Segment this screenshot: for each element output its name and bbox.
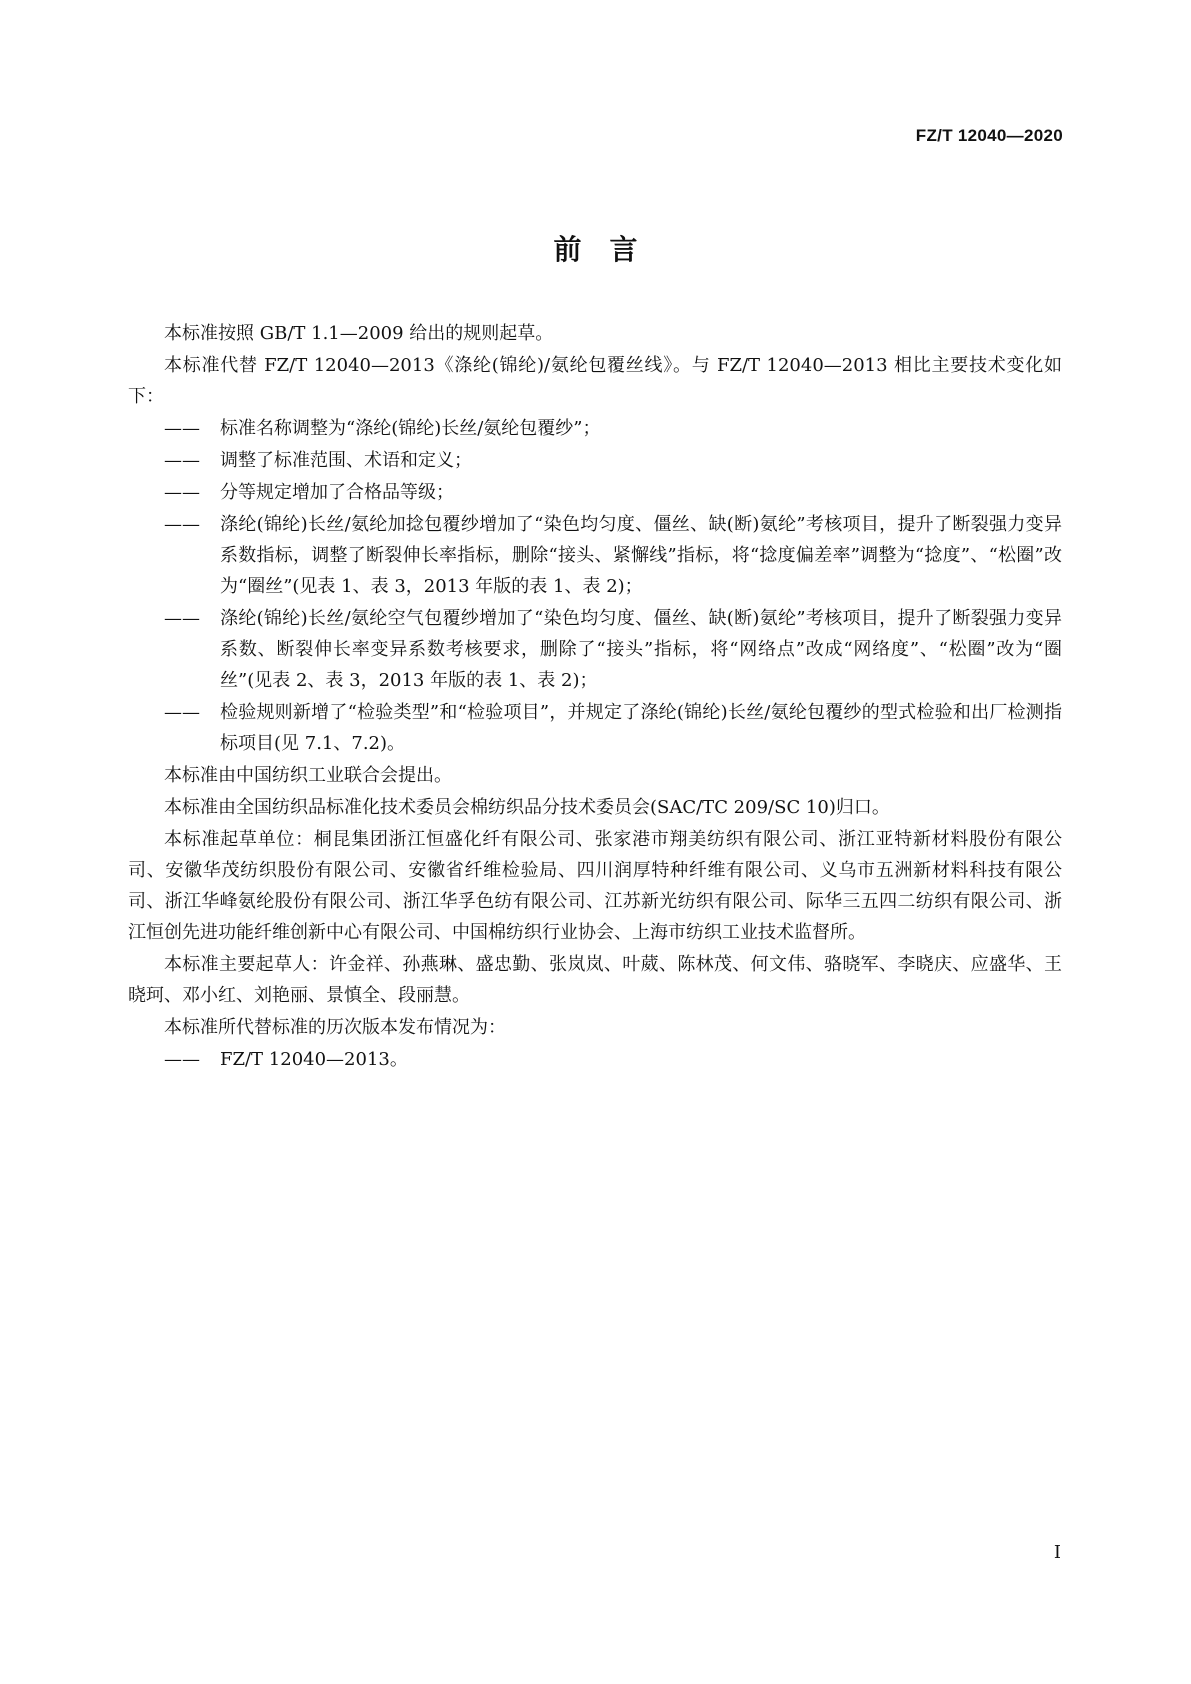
dash-marker: ——: [164, 514, 200, 535]
change-item: [128, 413, 1062, 444]
history-item-text: FZ/T 12040—2013。: [220, 1049, 408, 1070]
dash-marker: ——: [164, 450, 200, 471]
dash-marker: ——: [164, 608, 200, 629]
dash-marker: ——: [164, 482, 200, 503]
change-item-text: 标准名称调整为“涤纶(锦纶)长丝/氨纶包覆纱”；: [220, 418, 601, 439]
standard-code-header: FZ/T 12040—2020: [915, 126, 1063, 145]
dash-marker: ——: [164, 1049, 200, 1070]
change-item-text: 调整了标准范围、术语和定义；: [220, 450, 472, 471]
change-item: [128, 445, 1062, 476]
dash-marker: ——: [164, 702, 200, 723]
change-item-text: 涤纶(锦纶)长丝/氨纶加捻包覆纱增加了“染色均匀度、僵丝、缺(断)氨纶”考核项目，提升了断裂强力变异系数指标，调整了断裂伸长率指标，删除“接头、紧懈线”指标，将“捻度偏差率”调整为“捻度”、“松圈”改为“圈丝”(见表 1、表 3，2013 年版的表 1、表 2)；: [220, 514, 1062, 597]
paragraph-centralized: 本标准由全国纺织品标准化技术委员会棉纺织品分技术委员会(SAC/TC 209/SC 10)归口。: [164, 797, 890, 818]
change-item: [128, 697, 1062, 759]
change-item-text: 涤纶(锦纶)长丝/氨纶空气包覆纱增加了“染色均匀度、僵丝、缺(断)氨纶”考核项目，提升了断裂强力变异系数、断裂伸长率变异系数考核要求，删除了“接头”指标，将“网络点”改成“网络度”、“松圈”改为“圈丝”(见表 2、表 3，2013 年版的表 1、表 2)；: [220, 608, 1062, 691]
page-number: I: [1053, 1542, 1061, 1563]
dash-marker: ——: [164, 418, 200, 439]
paragraph-proposer: 本标准由中国纺织工业联合会提出。: [164, 765, 452, 786]
change-item-text: 分等规定增加了合格品等级；: [220, 482, 454, 503]
paragraph-drafting-units: 本标准起草单位：桐昆集团浙江恒盛化纤有限公司、张家港市翔美纺织有限公司、浙江亚特新材料股份有限公司、安徽华茂纺织股份有限公司、安徽省纤维检验局、四川润厚特种纤维有限公司、义乌市五洲新材料科技有限公司、浙江华峰氨纶股份有限公司、浙江华孚色纺有限公司、江苏新光纺织有限公司、际华三五四二纺织有限公司、浙江恒创先进功能纤维创新中心有限公司、中国棉纺织行业协会、上海市纺织工业技术监督所。: [128, 829, 1062, 943]
paragraph-drafting-rule: 本标准按照 GB/T 1.1—2009 给出的规则起草。: [164, 323, 554, 344]
paragraph-drafters: 本标准主要起草人：许金祥、孙燕琳、盛忠勤、张岚岚、叶葳、陈林茂、何文伟、骆晓军、李晓庆、应盛华、王晓珂、邓小红、刘艳丽、景慎全、段丽慧。: [128, 954, 1062, 1006]
history-item: [128, 1044, 1062, 1075]
paragraph-history-intro: 本标准所代替标准的历次版本发布情况为：: [164, 1017, 506, 1038]
change-item: [128, 509, 1062, 602]
paragraph-replacement: 本标准代替 FZ/T 12040—2013《涤纶(锦纶)/氨纶包覆丝线》。与 FZ/T 12040—2013 相比主要技术变化如下：: [128, 355, 1062, 407]
change-item: [128, 603, 1062, 696]
change-item: [128, 477, 1062, 508]
change-item-text: 检验规则新增了“检验类型”和“检验项目”，并规定了涤纶(锦纶)长丝/氨纶包覆纱的型式检验和出厂检测指标项目(见 7.1、7.2)。: [220, 702, 1062, 754]
page-title: 前 言: [553, 233, 638, 266]
foreword-body: [128, 318, 1062, 1076]
